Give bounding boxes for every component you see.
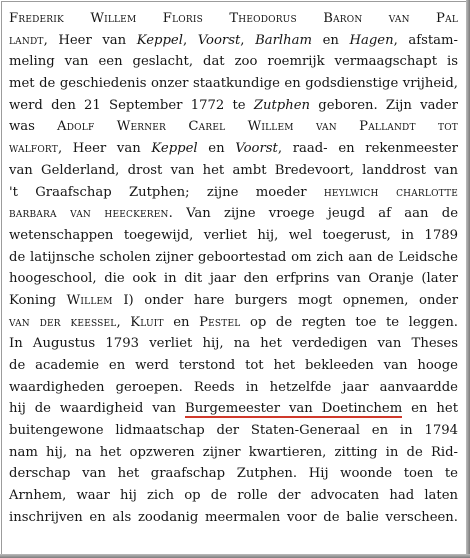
text-segment: , raad- en rekenmeester bbox=[277, 141, 458, 157]
text-segment: Keppel bbox=[136, 32, 183, 48]
document-scan bbox=[1, 1, 469, 557]
text-segment: Hagen bbox=[349, 32, 394, 48]
text-line bbox=[9, 398, 458, 420]
text-segment: inschrijven en als zoodanig meermalen voor de balie verscheen. bbox=[9, 509, 458, 525]
text-segment: hoogeschool, die ook in dit jaar den erfprins van Oranje (later bbox=[9, 271, 458, 287]
text-segment: met de geschiedenis onzer staatkundige en godsdienstige vrijheid, bbox=[9, 76, 458, 92]
page-shadow-bottom bbox=[0, 554, 470, 558]
text-segment: geboren. Zijn vader bbox=[310, 97, 458, 113]
text-segment: Voorst bbox=[197, 32, 241, 48]
text-line bbox=[9, 377, 458, 399]
text-segment: van der keessel bbox=[9, 314, 117, 330]
text-segment: hij de waardigheid van bbox=[9, 401, 185, 417]
text-segment: Willem bbox=[66, 292, 113, 308]
text-segment: Barlham bbox=[255, 32, 313, 48]
text-segment: Frederik Willem Floris Theodorus Baron van Pal bbox=[9, 11, 458, 26]
text-line bbox=[9, 182, 458, 204]
text-line bbox=[9, 507, 458, 529]
text-segment: en bbox=[197, 141, 236, 157]
page-shadow-right bbox=[466, 0, 470, 558]
text-line bbox=[9, 312, 458, 334]
text-line bbox=[9, 355, 458, 377]
text-line bbox=[9, 116, 458, 138]
text-segment: , bbox=[116, 314, 131, 330]
text-segment: de academie en werd terstond tot het bekleeden van hooge bbox=[9, 358, 458, 373]
text-line bbox=[9, 268, 458, 290]
text-line bbox=[9, 95, 458, 117]
text-segment: wetenschappen toegewijd, verliet hij, wel toegerust, in 1789 bbox=[9, 227, 458, 243]
text-segment: van Gelderland, drost van het ambt Bredevoort, landdrost van bbox=[9, 162, 458, 178]
text-segment: , bbox=[182, 32, 198, 48]
text-segment: I) onder hare burgers mogt opnemen, onder bbox=[112, 292, 458, 308]
text-segment: , Heer van bbox=[43, 32, 137, 48]
text-segment: barbara van heeckeren bbox=[9, 206, 169, 222]
text-segment: , afstam- bbox=[393, 32, 458, 48]
text-segment: walfort bbox=[9, 141, 58, 157]
text-segment: meling van een geslacht, dat zoo roemrijk vermaagschapt is bbox=[9, 54, 458, 70]
text-line bbox=[9, 51, 458, 73]
text-segment: Voorst bbox=[235, 141, 278, 157]
text-segment: Keppel bbox=[151, 141, 198, 157]
text-segment: Koning bbox=[9, 292, 67, 308]
text-segment: In Augustus 1793 verliet hij, na het verdedigen van Theses bbox=[9, 336, 458, 352]
text-line bbox=[9, 203, 458, 225]
text-segment: buitengewone lidmaatschap der Staten-Generaal en in 1794 bbox=[9, 423, 458, 439]
text-line bbox=[9, 463, 458, 485]
text-segment: nam hij, na het opzweren zijner kwartieren, zitting in de Rid- bbox=[9, 444, 458, 460]
text-segment: . Van zijne vroege jeugd af aan de bbox=[168, 206, 459, 222]
text-segment: en bbox=[163, 314, 200, 330]
text-line bbox=[9, 8, 458, 30]
text-segment: heylwich charlotte bbox=[323, 184, 458, 200]
text-segment: en het bbox=[402, 401, 459, 417]
text-line bbox=[9, 333, 458, 355]
text-segment: op de regten toe te leggen. bbox=[240, 314, 459, 330]
text-line bbox=[9, 420, 458, 442]
text-line bbox=[9, 485, 458, 507]
text-segment: werd den 21 September 1772 te bbox=[9, 97, 254, 113]
text-segment: 't Graafschap Zutphen; zijne moeder bbox=[9, 184, 324, 200]
text-segment: , Heer van bbox=[57, 141, 152, 157]
text-line bbox=[9, 73, 458, 95]
text-line bbox=[9, 138, 458, 160]
biography-text bbox=[9, 8, 458, 529]
text-segment: was bbox=[9, 119, 58, 135]
text-line bbox=[9, 160, 458, 182]
text-segment: landt bbox=[9, 32, 44, 48]
text-segment: Pestel bbox=[199, 314, 241, 330]
text-segment: Arnhem, waar hij zich op de rolle der advocaten had laten bbox=[9, 488, 458, 504]
text-line bbox=[9, 225, 458, 247]
text-segment: derschap van het graafschap Zutphen. Hij woonde toen te bbox=[9, 466, 458, 482]
text-line bbox=[9, 30, 458, 52]
text-segment: Adolf Werner Carel Willem van Pallandt tot bbox=[57, 119, 458, 135]
text-segment: , bbox=[240, 32, 256, 48]
text-segment: waardigheden geroepen. Reeds in hetzelfde jaar aanvaardde bbox=[9, 379, 458, 395]
text-segment: de latijnsche scholen zijner geboortestad om zich aan de Leidsche bbox=[9, 249, 458, 265]
highlighted-phrase: Burgemeester van Doetinchem bbox=[185, 401, 403, 417]
text-line bbox=[9, 247, 458, 269]
text-segment: Kluit bbox=[130, 314, 164, 330]
text-line bbox=[9, 290, 458, 312]
text-line bbox=[9, 442, 458, 464]
text-segment: en bbox=[312, 32, 350, 48]
text-segment: Zutphen bbox=[253, 97, 311, 113]
